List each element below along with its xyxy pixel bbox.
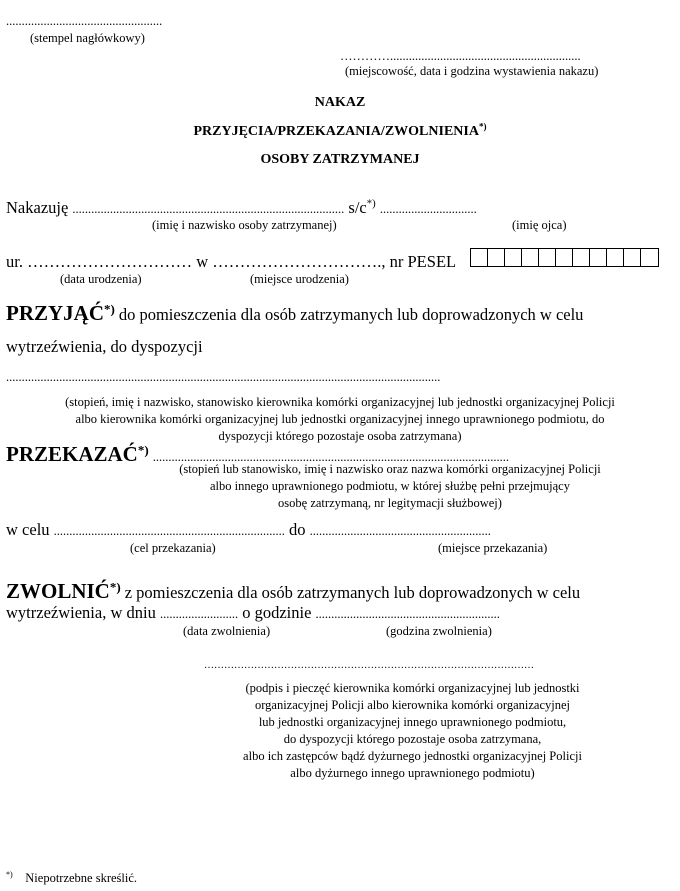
signature-caption-line: lub jednostki organizacyjnej innego uprawnionego podmiotu, [258,715,567,729]
footnote: *) Niepotrzebne skreślić. [6,869,138,885]
pesel-cell[interactable] [556,249,573,266]
nakazuje-line: Nakazuję ....................................................................................... s/c*) ............................... [6,197,477,217]
wcelu-line: w celu .......................................................................... do .......................................................... [6,520,491,539]
signature-caption [200,680,625,782]
stamp-caption: (stempel nagłówkowy) [30,31,145,45]
caption-father: (imię ojca) [512,218,567,232]
pesel-cell[interactable] [539,249,556,266]
pesel-cell[interactable] [573,249,590,266]
signature-dots: ……………………………………………………………………………………… [204,660,534,671]
pesel-cell[interactable] [471,249,488,266]
pesel-boxes[interactable] [470,248,659,267]
title-line1: NAKAZ [314,95,366,110]
footnote-mark: *) [6,869,13,879]
caption-release-time: (godzina zwolnienia) [386,624,492,638]
stamp-dots: .................................................. [6,14,163,28]
signature-caption-line: organizacyjnej Policji albo kierownika komórki organizacyjnej [254,698,571,712]
przekazac-caption: (stopień lub stanowisko, imię i nazwisko oraz nazwa komórki organizacyjnej Policji albo innego uprawnionego podmiotu, w której służbę pełni przejmujący osobę zatrzymaną, nr legitymacji służbowej) [179,462,601,510]
pesel-cell[interactable] [607,249,624,266]
przyjac-dots: ........................................................................................................................................... [6,370,441,384]
title-line3: OSOBY ZATRZYMANEJ [260,152,420,167]
przyjac-line2: wytrzeźwienia, do dyspozycji [6,337,203,356]
footnote-mark: *) [478,121,487,132]
pesel-cell[interactable] [641,249,658,266]
przyjac-caption: (stopień, imię i nazwisko, stanowisko kierownika komórki organizacyjnej lub jednostki organizacyjnej Policji albo kierownika komórki organizacyjnej lub jednostki organizacyjnej innego uprawnionego podmiotu, do dyspozycji którego pozostaje osoba zatrzymana) [65,395,615,443]
zwolnic-line2: wytrzeźwienia, w dniu ......................... o godzinie ........................................................... [6,603,500,622]
caption-transfer-place: (miejsce przekazania) [438,541,548,555]
zwolnic-line1: ZWOLNIĆ*) z pomieszczenia dla osób zatrzymanych lub doprowadzonych w celu [6,579,581,603]
title-line2: PRZYJĘCIA/PRZEKAZANIA/ZWOLNIENIA*) [193,121,487,139]
caption-release-date: (data zwolnienia) [183,624,271,638]
signature-caption-line: albo dyżurnego innego uprawnionego podmiotu) [290,766,535,780]
signature-caption-line: do dyspozycji którego pozostaje osoba zatrzymana, [283,732,542,746]
pesel-cell[interactable] [488,249,505,266]
pesel-cell[interactable] [590,249,607,266]
przekazac-line: PRZEKAZAĆ*) .................................................................................................................. [6,442,509,466]
pesel-cell[interactable] [522,249,539,266]
caption-birth-place: (miejsce urodzenia) [250,272,349,286]
caption-name: (imię i nazwisko osoby zatrzymanej) [152,218,337,232]
place-dots: …………............................................................. [340,49,581,63]
place-caption: (miejscowość, data i godzina wystawienia nakazu) [345,64,599,78]
przyjac-line1: PRZYJĄĆ*) do pomieszczenia dla osób zatrzymanych lub doprowadzonych w celu [6,301,584,325]
caption-birth-date: (data urodzenia) [60,272,142,286]
birth-line: ur. ………………………… w …………………………., nr PESEL [6,252,457,271]
pesel-cell[interactable] [624,249,641,266]
pesel-cell[interactable] [505,249,522,266]
signature-caption-line: albo ich zastępców bądź dyżurnego jednostki organizacyjnej Policji [243,749,582,763]
signature-caption-line: (podpis i pieczęć kierownika komórki organizacyjnej lub jednostki [245,681,580,695]
caption-goal: (cel przekazania) [130,541,216,555]
